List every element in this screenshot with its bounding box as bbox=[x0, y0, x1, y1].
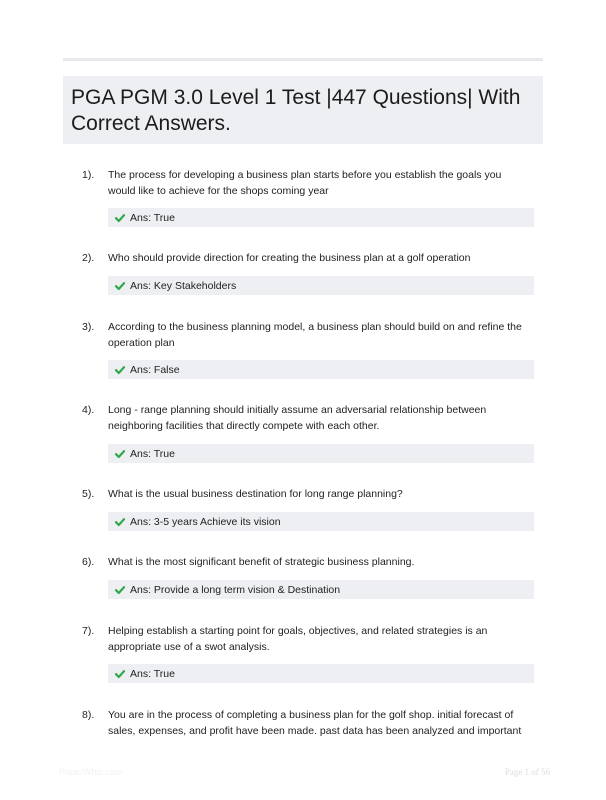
checkmark-icon bbox=[115, 213, 125, 223]
question-text: Long - range planning should initially assume an adversarial relationship between neighboring facilities that directly compete with each other. bbox=[108, 404, 487, 432]
question-number: 3). bbox=[82, 321, 95, 333]
question-number: 8). bbox=[82, 709, 95, 721]
answer-text: Ans: Key Stakeholders bbox=[130, 279, 237, 292]
checkmark-icon bbox=[115, 281, 125, 291]
question-number: 5). bbox=[82, 488, 95, 500]
question-number: 4). bbox=[82, 404, 95, 416]
question-text: What is the most significant benefit of strategic business planning. bbox=[108, 556, 415, 568]
checkmark-icon bbox=[115, 585, 125, 595]
question-number: 7). bbox=[82, 625, 95, 637]
answer-text: Ans: True bbox=[130, 667, 175, 680]
answer-text: Ans: False bbox=[130, 363, 180, 376]
question-number: 6). bbox=[82, 556, 95, 568]
page-number: Page 1 of 56 bbox=[504, 767, 550, 777]
answer-text: Ans: Provide a long term vision & Destination bbox=[130, 583, 341, 596]
top-divider bbox=[63, 58, 543, 61]
answer-text: Ans: True bbox=[130, 447, 175, 460]
question-text: According to the business planning model, a business plan should build on and refine the operation plan bbox=[108, 321, 522, 349]
question-text: What is the usual business destination for long range planning? bbox=[108, 488, 403, 500]
question-text: You are in the process of completing a business plan for the golf shop. initial forecast of sales, expenses, and profit have been made. past data has been analyzed and important bbox=[108, 709, 522, 737]
page-title: PGA PGM 3.0 Level 1 Test |447 Questions| With Correct Answers. bbox=[71, 86, 521, 135]
answer-box bbox=[108, 512, 534, 531]
checkmark-icon bbox=[115, 517, 125, 527]
question-text: Who should provide direction for creating the business plan at a golf operation bbox=[108, 252, 471, 264]
question-number: 1). bbox=[82, 169, 95, 181]
question-text: Helping establish a starting point for goals, objectives, and related strategies is an appropriate use of a swot analysis. bbox=[108, 625, 488, 653]
answer-box bbox=[108, 580, 534, 599]
checkmark-icon bbox=[115, 449, 125, 459]
answer-text: Ans: True bbox=[130, 211, 175, 224]
question-number: 2). bbox=[82, 252, 95, 264]
answer-box bbox=[108, 444, 534, 463]
answer-text: Ans: 3-5 years Achieve its vision bbox=[130, 515, 281, 528]
checkmark-icon bbox=[115, 669, 125, 679]
answer-box bbox=[108, 664, 534, 683]
question-text: The process for developing a business plan starts before you establish the goals you would like to achieve for the shops coming year bbox=[108, 169, 502, 197]
answer-box bbox=[108, 360, 534, 379]
footer-watermark: PaperWhiz.com bbox=[59, 767, 123, 777]
answer-box bbox=[108, 208, 534, 227]
title-banner bbox=[63, 76, 543, 144]
answer-box bbox=[108, 276, 534, 295]
checkmark-icon bbox=[115, 365, 125, 375]
